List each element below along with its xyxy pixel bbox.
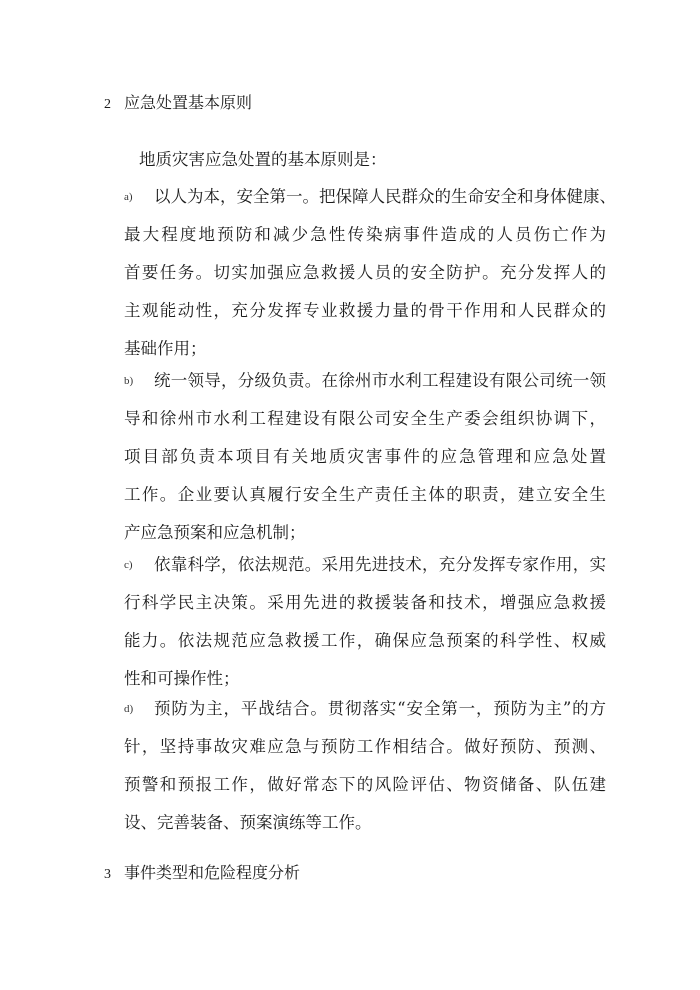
section-number: 2 xyxy=(104,97,111,112)
text-line: 以人为本，安全第一。把保障人民群众的生命安全和身体健康、 xyxy=(154,187,616,206)
text-line: 产应急预案和应急机制； xyxy=(124,523,306,542)
section-heading-2 xyxy=(104,92,252,116)
text-line: 能力。依法规范应急救援工作，确保应急预案的科学性、权威 xyxy=(124,631,606,650)
text-line: 针，坚持事故灾难应急与预防工作相结合。做好预防、预测、 xyxy=(124,737,606,756)
section-title: 应急处置基本原则 xyxy=(124,93,253,112)
list-item-text xyxy=(124,362,606,552)
section-heading-3 xyxy=(104,862,300,886)
list-marker: d) xyxy=(124,703,134,715)
text-line: 性和可操作性； xyxy=(124,669,240,688)
text-line: 项目部负责本项目有关地质灾害事件的应急管理和应急处置 xyxy=(124,447,606,466)
text-line: 行科学民主决策。采用先进的救援装备和技术，增强应急救援 xyxy=(124,593,606,612)
text-line: 导和徐州市水利工程建设有限公司安全生产委会组织协调下， xyxy=(124,409,606,428)
list-item-text xyxy=(124,546,606,698)
intro-paragraph: 地质灾害应急处置的基本原则是： xyxy=(139,150,387,169)
section-title: 事件类型和危险程度分析 xyxy=(124,863,301,882)
text-line: 首要任务。切实加强应急救援人员的安全防护。充分发挥人的 xyxy=(124,263,606,282)
list-marker: b) xyxy=(124,375,134,387)
section-number: 3 xyxy=(104,867,111,882)
text-line: 依靠科学，依法规范。采用先进技术，充分发挥专家作用，实 xyxy=(154,555,606,574)
text-line: 基础作用； xyxy=(124,339,207,358)
list-marker: a) xyxy=(124,191,133,203)
text-line: 统一领导，分级负责。在徐州市水利工程建设有限公司统一领 xyxy=(154,371,606,390)
list-item-text xyxy=(124,178,616,368)
text-line: 主观能动性，充分发挥专业救援力量的骨干作用和人民群众的 xyxy=(124,301,606,320)
list-marker: c) xyxy=(124,559,133,571)
text-line: 预防为主，平战结合。贯彻落实“安全第一，预防为主”的方 xyxy=(154,699,606,718)
text-line: 预警和预报工作，做好常态下的风险评估、物资储备、队伍建 xyxy=(124,775,606,794)
list-item-text xyxy=(124,690,606,842)
text-line: 设、完善装备、预案演练等工作。 xyxy=(124,813,372,832)
text-line: 工作。企业要认真履行安全生产责任主体的职责，建立安全生 xyxy=(124,485,606,504)
text-line: 最大程度地预防和减少急性传染病事件造成的人员伤亡作为 xyxy=(124,225,606,244)
